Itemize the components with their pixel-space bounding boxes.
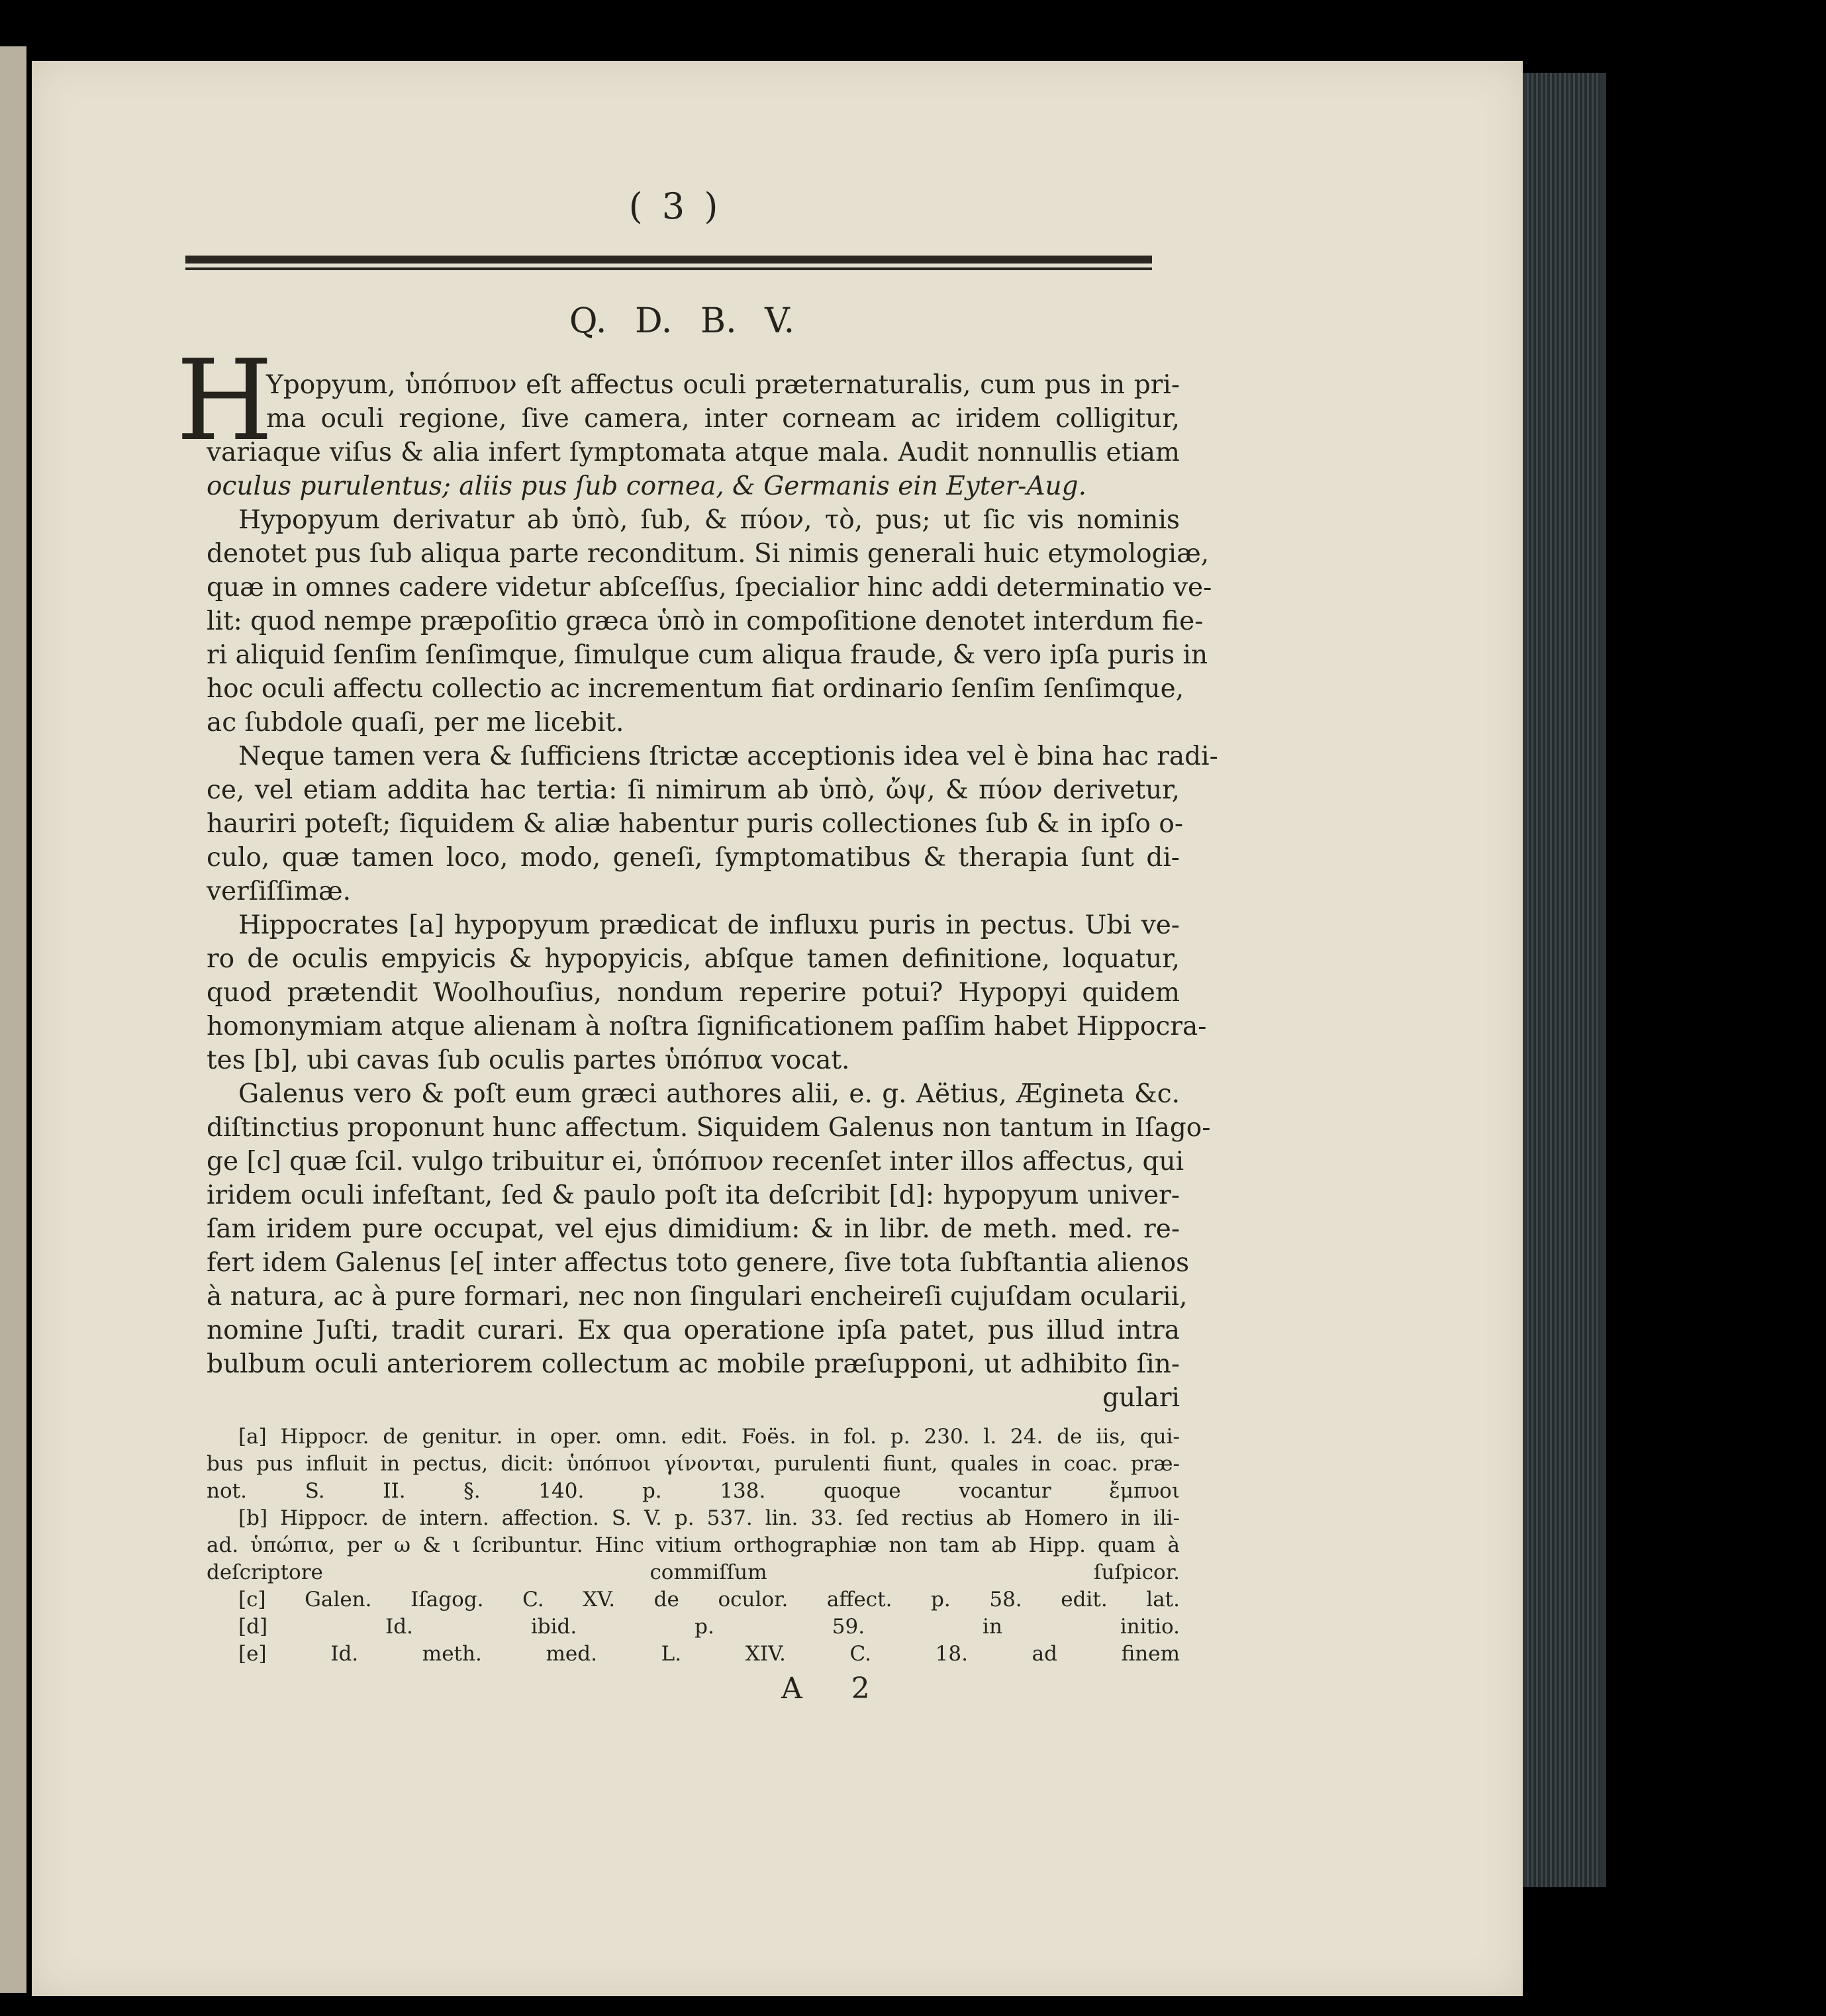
body-line: Galenus vero & poſt eum græci authores alii, e. g. Aëtius, Ægineta &c. — [238, 1079, 1180, 1109]
book-page-edges — [1516, 73, 1606, 1887]
body-line: hoc oculi affectu collectio ac incrementum fiat ordinario ſenſim ſenſimque, — [207, 674, 1184, 704]
body-line: diſtinctius proponunt hunc affectum. Siquidem Galenus non tantum in Iſago- — [207, 1113, 1211, 1143]
body-line: oculus purulentus; aliis pus ſub cornea, & Germanis ein Eyter-Aug. — [207, 471, 1087, 501]
body-line: quæ in omnes cadere videtur abſceſſus, ſpecialior hinc addi determinatio ve- — [207, 573, 1212, 602]
footnote-line: bus pus influit in pectus, dicit: ὑπόπυοι γίνονται, purulenti fiunt, quales in coac. præ- — [207, 1452, 1180, 1476]
header-rule-thick — [185, 256, 1152, 264]
left-page-edge — [0, 46, 26, 1993]
body-line: lit: quod nempe præpoſitio græca ὑπὸ in compoſitione denotet interdum fie- — [207, 606, 1204, 636]
footnote-line: deſcriptore commiſſum ſuſpicor. — [207, 1560, 1180, 1584]
body-line: ac ſubdole quaſi, per me licebit. — [207, 708, 624, 738]
body-line: tes [b], ubi cavas ſub oculis partes ὑπόπυα vocat. — [207, 1045, 850, 1075]
header-rule-thin — [185, 267, 1152, 270]
page-number: ( 3 ) — [628, 185, 722, 227]
body-line: à natura, ac à pure formari, nec non ſingulari encheireſi cujuſdam ocularii, — [207, 1282, 1188, 1312]
body-line: Hypopyum derivatur ab ὑπὸ, ſub, & πύον, τὸ, pus; ut ſic vis nominis — [238, 505, 1180, 535]
body-line: bulbum oculi anteriorem collectum ac mobile præſupponi, ut adhibito ſin- — [207, 1349, 1180, 1379]
body-line: homonymiam atque alienam à noſtra ſignificationem paſſim habet Hippocra- — [207, 1012, 1207, 1041]
section-heading: Q. D. B. V. — [569, 301, 795, 341]
body-line: verſiſſimæ. — [207, 877, 352, 906]
footnote-line: [c] Galen. Iſagog. C. XV. de oculor. affect. p. 58. edit. lat. — [238, 1588, 1180, 1611]
footnote-line: [e] Id. meth. med. L. XIV. C. 18. ad finem — [238, 1642, 1180, 1666]
body-line: ro de oculis empyicis & hypopyicis, abſque tamen definitione, loquatur, — [207, 944, 1180, 974]
catchword: gulari — [1102, 1383, 1180, 1413]
footnote-line: [a] Hippocr. de genitur. in oper. omn. edit. Foës. in fol. p. 230. l. 24. de iis, qui- — [238, 1425, 1180, 1449]
body-line: ſam iridem pure occupat, vel ejus dimidium: & in libr. de meth. med. re- — [207, 1214, 1180, 1244]
body-line: ce, vel etiam addita hac tertia: ſi nimirum ab ὑπὸ, ὤψ, & πύον derivetur, — [207, 775, 1180, 805]
body-line: quod prætendit Woolhouſius, nondum reperire potui? Hypopyi quidem — [207, 978, 1180, 1008]
body-line: ma oculi regione, ſive camera, inter corneam ac iridem colligitur, — [266, 404, 1180, 434]
footnote-line: not. S. II. §. 140. p. 138. quoque vocantur ἔμπυοι — [207, 1479, 1180, 1503]
body-line: denotet pus ſub aliqua parte reconditum. Si nimis generali huic etymologiæ, — [207, 539, 1210, 569]
body-line: Neque tamen vera & ſufficiens ſtrictæ acceptionis idea vel è bina hac radi- — [238, 742, 1218, 771]
footnote-line: [d] Id. ibid. p. 59. in initio. — [238, 1615, 1180, 1639]
body-line: nomine Juſti, tradit curari. Ex qua operatione ipſa patet, pus illud intra — [207, 1316, 1180, 1345]
drop-cap: H — [176, 336, 273, 465]
body-line: fert idem Galenus [e[ inter affectus toto genere, ſive tota ſubſtantia alienos — [207, 1248, 1190, 1278]
body-line: ri aliquid ſenſim ſenſimque, ſimulque cum aliqua fraude, & vero ipſa puris in — [207, 640, 1208, 670]
footnote-line: [b] Hippocr. de intern. affection. S. V. p. 537. lin. 33. ſed rectius ab Homero in ili- — [238, 1506, 1180, 1530]
body-line: Hippocrates [a] hypopyum prædicat de influxu puris in pectus. Ubi ve- — [238, 910, 1180, 940]
body-line: culo, quæ tamen loco, modo, geneſi, ſymptomatibus & therapia ſunt di- — [207, 843, 1180, 873]
footnote-line: ad. ὑπώπια, per ω & ι ſcribuntur. Hinc vitium orthographiæ non tam ab Hipp. quam à — [207, 1533, 1180, 1557]
body-line: variaque viſus & alia infert ſymptomata atque mala. Audit nonnullis etiam — [207, 438, 1180, 467]
signature-mark: A 2 — [781, 1672, 890, 1705]
body-line: Ypopyum, ὑπόπυον eſt affectus oculi præternaturalis, cum pus in pri- — [266, 370, 1180, 400]
body-line: iridem oculi infeſtant, ſed & paulo poſt ita deſcribit [d]: hypopyum univer- — [207, 1180, 1180, 1210]
body-line: hauriri poteſt; ſiquidem & aliæ habentur puris collectiones ſub & in ipſo o- — [207, 809, 1184, 839]
body-line: ge [c] quæ ſcil. vulgo tribuitur ei, ὑπόπυον recenſet inter illos affectus, qui — [207, 1147, 1184, 1176]
